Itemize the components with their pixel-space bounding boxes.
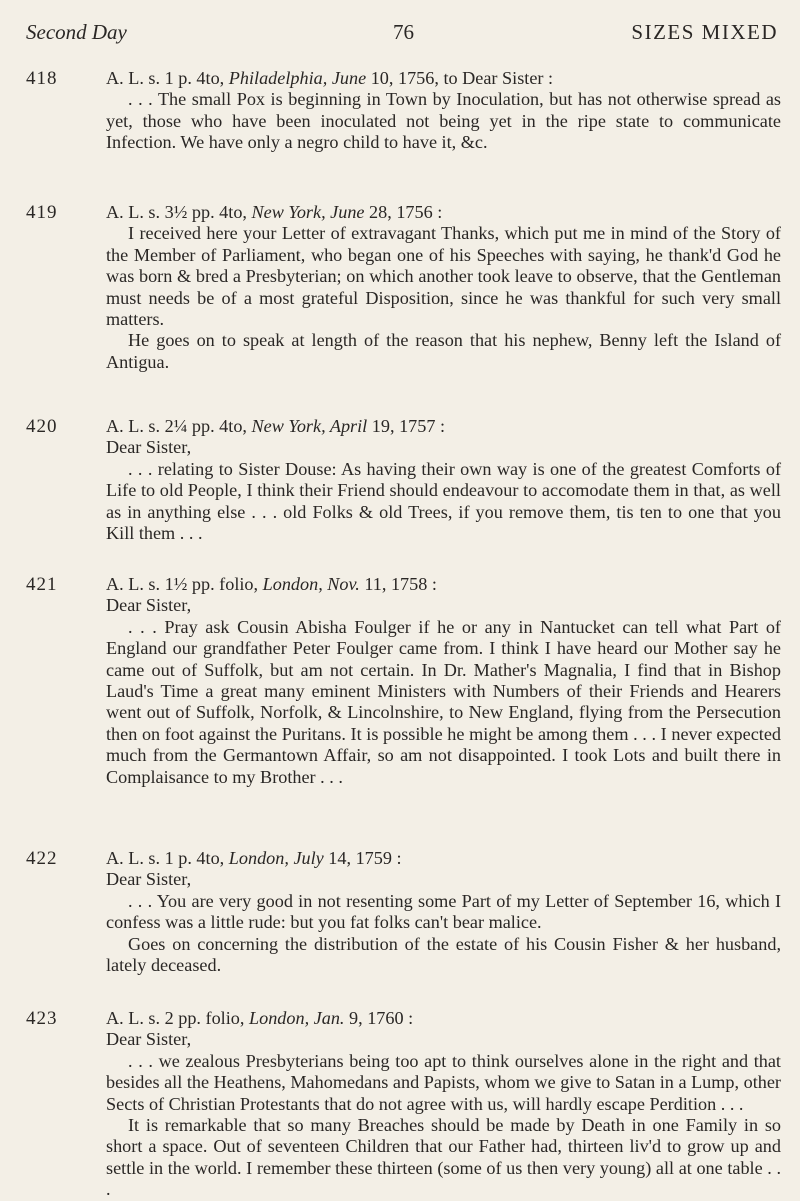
lot-title: A. L. s. 1 p. 4to, London, July 14, 1759 : (106, 848, 402, 868)
lot-number: 422 (26, 848, 58, 869)
lot-paragraph: He goes on to speak at length of the reason that his nephew, Benny left the Island of Antigua. (106, 330, 781, 372)
lot-body (106, 1008, 781, 1201)
header-section-title: Second Day (26, 20, 127, 44)
lot-number: 418 (26, 68, 58, 89)
lot-body (106, 848, 781, 976)
lot-number: 423 (26, 1008, 58, 1029)
lot-title: A. L. s. 1 p. 4to, Philadelphia, June 10, 1756, to Dear Sister : (106, 68, 554, 88)
lot-salutation: Dear Sister, (106, 595, 192, 616)
lot-number: 419 (26, 202, 58, 223)
lot-paragraph: It is remarkable that so many Breaches should be made by Death in one Family in so short a space. Out of seventeen Children that our Father had, thirteen liv'd to grow up and settle in the world. I remember these thirteen (some of us then very young) all at one table . . . (106, 1115, 781, 1200)
lot-title: A. L. s. 2 pp. folio, London, Jan. 9, 1760 : (106, 1008, 414, 1028)
lot-paragraph: . . . Pray ask Cousin Abisha Foulger if he or any in Nantucket can tell what Part of England our grandfather Peter Foulger came from. I think I have heard our Mother say he came out of Suffolk, but am not certain. In Dr. Mather's Magnalia, I find that in Bishop Laud's Time a great many eminent Ministers with Numbers of their Friends and Hearers went out of Suffolk, Norfolk, & Lincolnshire, to New England, flying from the Persecution then on foot against the Puritans. It is possible he might be among them . . . I never expected much from the Germantown Affair, so am not disappointed. I took Lots and built there in Complaisance to my Brother . . . (106, 616, 781, 787)
lot-number: 421 (26, 574, 58, 595)
lot-body (106, 416, 781, 544)
lot-paragraph: . . . You are very good in not resenting some Part of my Letter of September 16, which I confess was a little rude: but you fat folks can't bear malice. (106, 890, 781, 933)
lot-paragraph: . . . The small Pox is beginning in Town by Inoculation, but has not otherwise spread as yet, those who have been inoculated not being yet in the ripe state to communicate Infection. We have only a negro child to have it, &c. (106, 89, 781, 153)
lot-body (106, 574, 781, 788)
page-number: 76 (393, 20, 414, 44)
lot-paragraph: . . . we zealous Presbyterians being too apt to think ourselves alone in the right and that besides all the Heathens, Mahomedans and Papists, whom we give to Satan in a Lump, other Sects of Christian Protestants that do not agree with us, will hardly escape Perdition . . . (106, 1050, 781, 1114)
header-category: SIZES MIXED (631, 20, 778, 44)
lot-salutation: Dear Sister, (106, 1029, 192, 1050)
lot-title: A. L. s. 2¼ pp. 4to, New York, April 19, 1757 : (106, 416, 446, 436)
lot-salutation: Dear Sister, (106, 437, 192, 458)
lot-body (106, 68, 781, 154)
lot-body (106, 202, 781, 373)
page-header (26, 20, 778, 50)
lot-number: 420 (26, 416, 58, 437)
lot-paragraph: . . . relating to Sister Douse: As having their own way is one of the greatest Comforts of Life to old People, I think their Friend should endeavour to accomodate them in that, as well as in anything else . . . old Folks & old Trees, if you remove them, tis ten to one that you Kill them . . . (106, 458, 781, 544)
lot-title: A. L. s. 1½ pp. folio, London, Nov. 11, 1758 : (106, 574, 437, 594)
lot-paragraph: Goes on concerning the distribution of the estate of his Cousin Fisher & her husband, lately deceased. (106, 933, 781, 976)
lot-title: A. L. s. 3½ pp. 4to, New York, June 28, 1756 : (106, 202, 443, 222)
lot-salutation: Dear Sister, (106, 869, 192, 890)
lot-paragraph: I received here your Letter of extravagant Thanks, which put me in mind of the Story of the Member of Parliament, who began one of his Speeches with saying, he thank'd God he was born & bred a Presbyterian; on which another took leave to observe, that the Gentleman must needs be of a most grateful Disposition, since he was thankful for such very small matters. (106, 223, 781, 330)
